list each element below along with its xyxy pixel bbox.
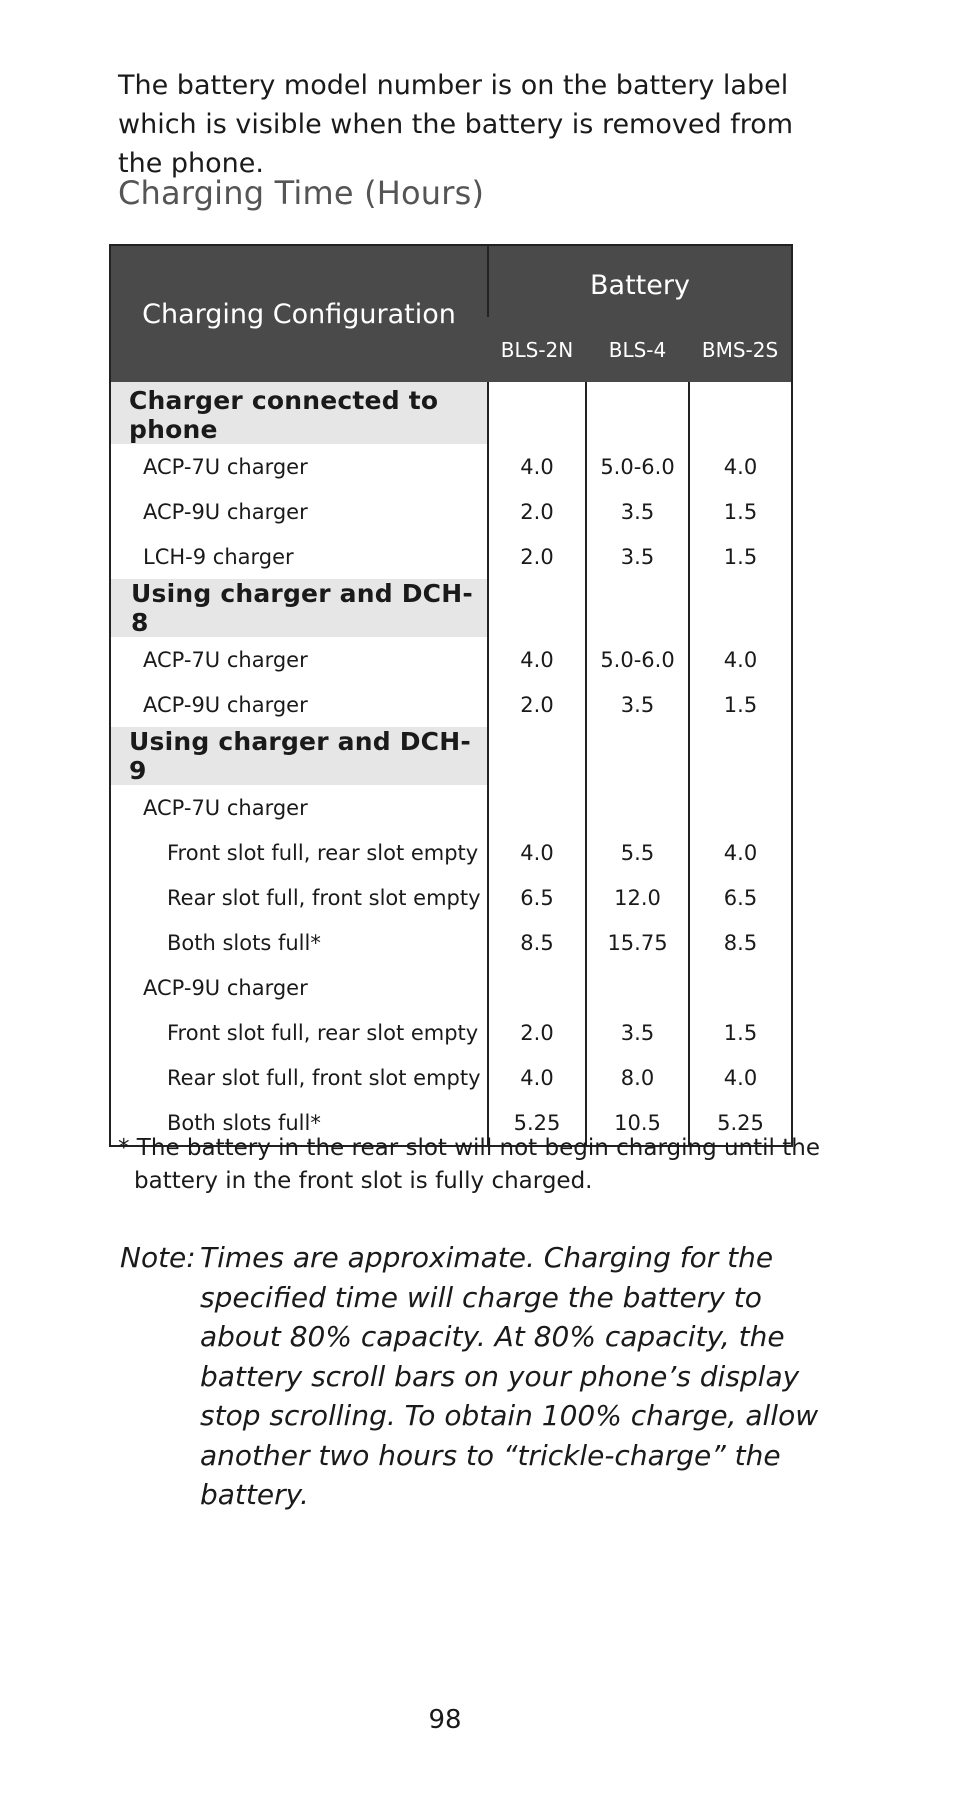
- cell-value: 4.0: [689, 1055, 792, 1100]
- cell-value: 15.75: [586, 920, 689, 965]
- row-label: LCH-9 charger: [143, 544, 294, 569]
- cell-value: 5.5: [586, 830, 689, 875]
- cell-value: 4.0: [488, 637, 586, 682]
- cell-value: 8.0: [586, 1055, 689, 1100]
- table-group-row: [110, 727, 792, 785]
- row-label: ACP-9U charger: [143, 692, 308, 717]
- cell-value: 4.0: [689, 444, 792, 489]
- cell-value: 4.0: [488, 1055, 586, 1100]
- row-label: Both slots full*: [167, 1110, 321, 1135]
- note-text: Times are approximate. Charging for the specified time will charge the battery to about 80% capacity. At 80% capacity, the battery scroll bars on your phone’s display stop scrolling. To obtain 100% charge, allow another two hours to “trickle-charge” the battery.: [200, 1241, 819, 1511]
- cell-value: 1.5: [689, 534, 792, 579]
- cell-value: 4.0: [689, 637, 792, 682]
- cell-value: 1.5: [689, 682, 792, 727]
- cell-value: 8.5: [488, 920, 586, 965]
- cell-value: 1.5: [689, 489, 792, 534]
- cell-value: [689, 382, 792, 444]
- table-row: [110, 965, 792, 1010]
- cell-value: 12.0: [586, 875, 689, 920]
- cell-value: [586, 965, 689, 1010]
- cell-value: 2.0: [488, 489, 586, 534]
- model-header: BMS-2S: [689, 317, 792, 382]
- cell-value: [586, 785, 689, 830]
- row-label: ACP-9U charger: [143, 975, 308, 1000]
- row-label: Front slot full, rear slot empty: [167, 1020, 479, 1045]
- intro-paragraph: The battery model number is on the battery label which is visible when the battery is removed from the phone.: [118, 70, 794, 179]
- cell-value: [488, 727, 586, 785]
- cell-value: 4.0: [689, 830, 792, 875]
- cell-value: [488, 965, 586, 1010]
- cell-value: 3.5: [586, 682, 689, 727]
- note-block: [120, 1238, 840, 1515]
- table-row: [110, 489, 792, 534]
- table-group-row: [110, 579, 792, 637]
- note-label: Note:: [120, 1241, 196, 1274]
- cell-value: 2.0: [488, 682, 586, 727]
- row-label: Front slot full, rear slot empty: [167, 840, 479, 865]
- battery-header: Battery: [488, 245, 792, 317]
- row-label: ACP-7U charger: [143, 647, 308, 672]
- cell-value: 1.5: [689, 1010, 792, 1055]
- cell-value: 5.25: [689, 1100, 792, 1146]
- cell-value: 2.0: [488, 1010, 586, 1055]
- row-label: ACP-7U charger: [143, 795, 308, 820]
- cell-value: 6.5: [488, 875, 586, 920]
- config-header: Charging Configuration: [110, 245, 488, 382]
- cell-value: [586, 727, 689, 785]
- table-row: [110, 534, 792, 579]
- table-row: [110, 920, 792, 965]
- cell-value: [488, 579, 586, 637]
- section-title: Charging Time (Hours): [118, 174, 485, 212]
- model-header: BLS-2N: [488, 317, 586, 382]
- cell-value: 10.5: [586, 1100, 689, 1146]
- cell-value: 4.0: [488, 444, 586, 489]
- table-group-row: [110, 382, 792, 444]
- row-label: Using charger and DCH-9: [110, 727, 488, 785]
- cell-value: [689, 785, 792, 830]
- cell-value: [689, 965, 792, 1010]
- cell-value: 5.25: [488, 1100, 586, 1146]
- row-label: ACP-9U charger: [143, 499, 308, 524]
- table-row: [110, 830, 792, 875]
- table-row: [110, 1010, 792, 1055]
- cell-value: 4.0: [488, 830, 586, 875]
- table-row: [110, 444, 792, 489]
- page-number: 98: [428, 1705, 462, 1735]
- row-label: Both slots full*: [167, 930, 321, 955]
- cell-value: [586, 382, 689, 444]
- cell-value: 2.0: [488, 534, 586, 579]
- row-label: Rear slot full, front slot empty: [167, 885, 481, 910]
- model-header: BLS-4: [586, 317, 689, 382]
- cell-value: [488, 382, 586, 444]
- cell-value: 5.0-6.0: [586, 637, 689, 682]
- cell-value: 3.5: [586, 489, 689, 534]
- table-row: [110, 875, 792, 920]
- cell-value: 8.5: [689, 920, 792, 965]
- table-row: [110, 1055, 792, 1100]
- table-row: [110, 637, 792, 682]
- row-label: ACP-7U charger: [143, 454, 308, 479]
- charging-time-table: [109, 244, 793, 1147]
- row-label: Rear slot full, front slot empty: [167, 1065, 481, 1090]
- cell-value: [488, 785, 586, 830]
- cell-value: [689, 727, 792, 785]
- table-row: [110, 785, 792, 830]
- table-row: [110, 682, 792, 727]
- cell-value: 5.0-6.0: [586, 444, 689, 489]
- footnote: * The battery in the rear slot will not begin charging until the battery in the front slot is fully charged.: [118, 1135, 820, 1194]
- row-label: Using charger and DCH-8: [110, 579, 488, 637]
- cell-value: [586, 579, 689, 637]
- row-label: Charger connected to phone: [110, 382, 488, 444]
- cell-value: [689, 579, 792, 637]
- cell-value: 3.5: [586, 1010, 689, 1055]
- cell-value: 6.5: [689, 875, 792, 920]
- cell-value: 3.5: [586, 534, 689, 579]
